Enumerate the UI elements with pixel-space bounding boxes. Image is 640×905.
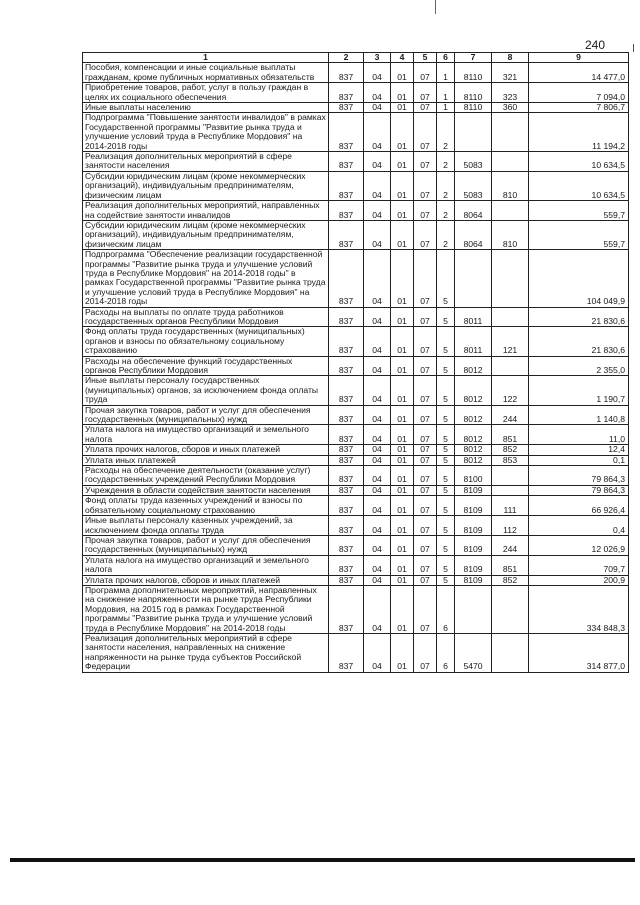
cell-amount: 0,4: [529, 516, 629, 536]
cell-subprogram: 5: [437, 356, 455, 376]
header-col-3: 3: [364, 53, 391, 63]
cell-name: Уплата иных платежей: [83, 455, 329, 465]
cell-amount: 12,4: [529, 445, 629, 455]
cell-subsection: 01: [391, 633, 414, 672]
cell-expense-type: 852: [492, 575, 529, 585]
cell-expense-type: [492, 633, 529, 672]
cell-expense-type: [492, 113, 529, 152]
cell-section: 04: [364, 83, 391, 103]
cell-program: 07: [414, 220, 437, 249]
cell-admin-code: 837: [329, 466, 364, 486]
cell-target-item: 8012: [455, 376, 492, 405]
cell-subsection: 01: [391, 103, 414, 113]
cell-program: 07: [414, 327, 437, 356]
cell-subsection: 01: [391, 376, 414, 405]
table-header-row: [83, 53, 629, 63]
cell-target-item: 8109: [455, 575, 492, 585]
cell-amount: 11,0: [529, 425, 629, 445]
cell-section: 04: [364, 152, 391, 172]
table-row: [83, 555, 629, 575]
cell-program: 07: [414, 466, 437, 486]
cell-subprogram: 5: [437, 405, 455, 425]
cell-program: 07: [414, 585, 437, 633]
budget-table: [82, 52, 629, 673]
cell-admin-code: 837: [329, 327, 364, 356]
cell-name: Расходы на обеспечение деятельности (оказание услуг) государственных учреждений Республики Мордовия: [83, 466, 329, 486]
cell-target-item: [455, 250, 492, 307]
cell-name: Иные выплаты персоналу государственных (муниципальных) органов, за исключением фонда оплаты труда: [83, 376, 329, 405]
cell-section: 04: [364, 466, 391, 486]
cell-subprogram: 2: [437, 152, 455, 172]
cell-section: 04: [364, 171, 391, 200]
cell-amount: 0,1: [529, 455, 629, 465]
budget-table-body: [83, 53, 629, 673]
cell-program: 07: [414, 425, 437, 445]
cell-target-item: 5083: [455, 171, 492, 200]
cell-section: 04: [364, 485, 391, 495]
cell-program: 07: [414, 535, 437, 555]
cell-program: 07: [414, 356, 437, 376]
cell-name: Уплата налога на имущество организаций и земельного налога: [83, 555, 329, 575]
cell-target-item: 8012: [455, 455, 492, 465]
cell-admin-code: 837: [329, 485, 364, 495]
cell-admin-code: 837: [329, 83, 364, 103]
cell-subsection: 01: [391, 585, 414, 633]
cell-subprogram: 5: [437, 496, 455, 516]
cell-subsection: 01: [391, 425, 414, 445]
cell-expense-type: 810: [492, 171, 529, 200]
cell-admin-code: 837: [329, 555, 364, 575]
header-col-2: 2: [329, 53, 364, 63]
cell-subprogram: 5: [437, 575, 455, 585]
cell-amount: 200,9: [529, 575, 629, 585]
cell-name: Иные выплаты населению: [83, 103, 329, 113]
header-col-8: 8: [492, 53, 529, 63]
cell-expense-type: 852: [492, 445, 529, 455]
cell-subsection: 01: [391, 250, 414, 307]
cell-program: 07: [414, 575, 437, 585]
cell-expense-type: 321: [492, 63, 529, 83]
scan-edge-tick: [633, 44, 634, 52]
cell-admin-code: 837: [329, 152, 364, 172]
cell-target-item: 8012: [455, 425, 492, 445]
cell-admin-code: 837: [329, 376, 364, 405]
cell-program: 07: [414, 445, 437, 455]
cell-admin-code: 837: [329, 633, 364, 672]
cell-subsection: 01: [391, 327, 414, 356]
cell-admin-code: 837: [329, 585, 364, 633]
scan-edge-mark: [435, 0, 436, 14]
cell-program: 07: [414, 113, 437, 152]
cell-amount: 709,7: [529, 555, 629, 575]
cell-name: Приобретение товаров, работ, услуг в пользу граждан в целях их социального обеспечения: [83, 83, 329, 103]
cell-name: Расходы на обеспечение функций государственных органов Республики Мордовия: [83, 356, 329, 376]
cell-target-item: 8100: [455, 466, 492, 486]
cell-admin-code: 837: [329, 575, 364, 585]
header-col-5: 5: [414, 53, 437, 63]
cell-subprogram: 2: [437, 201, 455, 221]
cell-expense-type: [492, 307, 529, 327]
cell-amount: 1 190,7: [529, 376, 629, 405]
table-row: [83, 250, 629, 307]
cell-expense-type: 112: [492, 516, 529, 536]
cell-name: Уплата прочих налогов, сборов и иных платежей: [83, 445, 329, 455]
cell-expense-type: 122: [492, 376, 529, 405]
cell-target-item: 8109: [455, 516, 492, 536]
cell-target-item: 8012: [455, 445, 492, 455]
cell-section: 04: [364, 575, 391, 585]
cell-expense-type: 360: [492, 103, 529, 113]
page-number: 240: [585, 38, 606, 52]
cell-target-item: 8011: [455, 327, 492, 356]
cell-program: 07: [414, 152, 437, 172]
table-row: [83, 405, 629, 425]
cell-subprogram: 5: [437, 425, 455, 445]
cell-section: 04: [364, 555, 391, 575]
cell-name: Реализация дополнительных мероприятий в сфере занятости населения: [83, 152, 329, 172]
cell-admin-code: 837: [329, 171, 364, 200]
cell-subprogram: 5: [437, 445, 455, 455]
cell-section: 04: [364, 585, 391, 633]
cell-amount: 12 026,9: [529, 535, 629, 555]
cell-amount: 79 864,3: [529, 466, 629, 486]
cell-subprogram: 1: [437, 83, 455, 103]
cell-target-item: 8109: [455, 555, 492, 575]
cell-amount: 14 477,0: [529, 63, 629, 83]
cell-subsection: 01: [391, 83, 414, 103]
cell-admin-code: 837: [329, 220, 364, 249]
table-row: [83, 376, 629, 405]
cell-amount: 104 049,9: [529, 250, 629, 307]
table-row: [83, 356, 629, 376]
cell-section: 04: [364, 516, 391, 536]
cell-program: 07: [414, 496, 437, 516]
cell-target-item: [455, 585, 492, 633]
cell-name: Подпрограмма "Обеспечение реализации государственной программы "Развитие рынка труда и улучшение условий труда в Республике Мордовия" на 2014-2018 годы" в рамках Государственной программы "Развитие рынка труда и улучшение условий труда в Республике Мордовия" на 2014-2018 годы: [83, 250, 329, 307]
cell-subsection: 01: [391, 575, 414, 585]
cell-program: 07: [414, 633, 437, 672]
cell-amount: 10 634,5: [529, 152, 629, 172]
cell-subsection: 01: [391, 445, 414, 455]
cell-expense-type: 244: [492, 535, 529, 555]
cell-target-item: 8110: [455, 63, 492, 83]
cell-admin-code: 837: [329, 63, 364, 83]
cell-subprogram: 5: [437, 376, 455, 405]
cell-name: Прочая закупка товаров, работ и услуг для обеспечения государственных (муниципальных) нужд: [83, 535, 329, 555]
cell-expense-type: [492, 485, 529, 495]
cell-name: Программа дополнительных мероприятий, направленных на снижение напряженности на рынке труда Республики Мордовия, на 2015 год в рамках Государственной программы "Развитие рынка труда и улучшение условий труда в Республике Мордовия" на 2014-2018 годы: [83, 585, 329, 633]
cell-target-item: 8110: [455, 83, 492, 103]
cell-target-item: [455, 113, 492, 152]
cell-expense-type: 810: [492, 220, 529, 249]
cell-subprogram: 5: [437, 485, 455, 495]
cell-amount: 79 864,3: [529, 485, 629, 495]
cell-subprogram: 2: [437, 220, 455, 249]
cell-section: 04: [364, 220, 391, 249]
cell-name: Реализация дополнительных мероприятий в сфере занятости населения, направленных на снижение напряженности на рынке труда субъектов Российской Федерации: [83, 633, 329, 672]
cell-target-item: 5470: [455, 633, 492, 672]
cell-amount: 21 830,6: [529, 307, 629, 327]
cell-name: Пособия, компенсации и иные социальные выплаты гражданам, кроме публичных нормативных обязательств: [83, 63, 329, 83]
cell-program: 07: [414, 250, 437, 307]
table-row: [83, 83, 629, 103]
cell-amount: 10 634,5: [529, 171, 629, 200]
cell-expense-type: 323: [492, 83, 529, 103]
cell-section: 04: [364, 445, 391, 455]
cell-amount: 1 140,8: [529, 405, 629, 425]
cell-expense-type: 853: [492, 455, 529, 465]
cell-subprogram: 5: [437, 455, 455, 465]
cell-subsection: 01: [391, 405, 414, 425]
cell-name: Реализация дополнительных мероприятий, направленных на содействие занятости инвалидов: [83, 201, 329, 221]
cell-subsection: 01: [391, 201, 414, 221]
cell-name: Уплата прочих налогов, сборов и иных платежей: [83, 575, 329, 585]
cell-target-item: 8064: [455, 220, 492, 249]
table-row: [83, 152, 629, 172]
cell-subprogram: 6: [437, 585, 455, 633]
cell-expense-type: [492, 201, 529, 221]
header-col-9: 9: [529, 53, 629, 63]
cell-admin-code: 837: [329, 455, 364, 465]
cell-amount: 21 830,6: [529, 327, 629, 356]
cell-admin-code: 837: [329, 516, 364, 536]
cell-program: 07: [414, 83, 437, 103]
cell-name: Субсидии юридическим лицам (кроме некоммерческих организаций), индивидуальным предпринимателям, физическим лицам: [83, 220, 329, 249]
table-row: [83, 327, 629, 356]
cell-amount: 559,7: [529, 220, 629, 249]
table-row: [83, 445, 629, 455]
cell-section: 04: [364, 455, 391, 465]
cell-target-item: 8012: [455, 356, 492, 376]
cell-subsection: 01: [391, 555, 414, 575]
cell-name: Расходы на выплаты по оплате труда работников государственных органов Республики Мордовия: [83, 307, 329, 327]
table-row: [83, 63, 629, 83]
cell-subsection: 01: [391, 455, 414, 465]
cell-subprogram: 5: [437, 555, 455, 575]
cell-subprogram: 5: [437, 250, 455, 307]
cell-admin-code: 837: [329, 425, 364, 445]
table-row: [83, 485, 629, 495]
cell-section: 04: [364, 376, 391, 405]
cell-program: 07: [414, 516, 437, 536]
cell-amount: 314 877,0: [529, 633, 629, 672]
cell-admin-code: 837: [329, 405, 364, 425]
cell-name: Фонд оплаты труда казенных учреждений и взносы по обязательному социальному страхованию: [83, 496, 329, 516]
table-row: [83, 575, 629, 585]
cell-section: 04: [364, 103, 391, 113]
cell-admin-code: 837: [329, 535, 364, 555]
cell-section: 04: [364, 405, 391, 425]
cell-target-item: 8109: [455, 535, 492, 555]
table-row: [83, 516, 629, 536]
cell-target-item: 8012: [455, 405, 492, 425]
table-row: [83, 455, 629, 465]
cell-expense-type: 851: [492, 555, 529, 575]
cell-expense-type: 244: [492, 405, 529, 425]
cell-subsection: 01: [391, 466, 414, 486]
table-row: [83, 496, 629, 516]
cell-subprogram: 5: [437, 466, 455, 486]
table-row: [83, 585, 629, 633]
cell-subsection: 01: [391, 152, 414, 172]
cell-expense-type: 111: [492, 496, 529, 516]
cell-program: 07: [414, 63, 437, 83]
cell-subsection: 01: [391, 220, 414, 249]
cell-admin-code: 837: [329, 356, 364, 376]
cell-subprogram: 2: [437, 113, 455, 152]
cell-program: 07: [414, 171, 437, 200]
cell-section: 04: [364, 633, 391, 672]
cell-target-item: 8110: [455, 103, 492, 113]
cell-amount: 66 926,4: [529, 496, 629, 516]
cell-name: Иные выплаты персоналу казенных учреждений, за исключением фонда оплаты труда: [83, 516, 329, 536]
cell-subprogram: 1: [437, 63, 455, 83]
cell-program: 07: [414, 405, 437, 425]
cell-section: 04: [364, 250, 391, 307]
cell-target-item: 8064: [455, 201, 492, 221]
cell-subsection: 01: [391, 307, 414, 327]
cell-expense-type: [492, 250, 529, 307]
cell-name: Фонд оплаты труда государственных (муниципальных) органов и взносы по обязательному социальному страхованию: [83, 327, 329, 356]
cell-name: Учреждения в области содействия занятости населения: [83, 485, 329, 495]
cell-target-item: 5083: [455, 152, 492, 172]
scan-bottom-bar: [10, 858, 635, 862]
cell-amount: 11 194,2: [529, 113, 629, 152]
cell-subprogram: 1: [437, 103, 455, 113]
cell-target-item: 8011: [455, 307, 492, 327]
cell-subprogram: 5: [437, 516, 455, 536]
cell-program: 07: [414, 307, 437, 327]
cell-name: Прочая закупка товаров, работ и услуг для обеспечения государственных (муниципальных) нужд: [83, 405, 329, 425]
header-col-4: 4: [391, 53, 414, 63]
cell-name: Субсидии юридическим лицам (кроме некоммерческих организаций), индивидуальным предпринимателям, физическим лицам: [83, 171, 329, 200]
table-row: [83, 201, 629, 221]
cell-section: 04: [364, 201, 391, 221]
cell-section: 04: [364, 425, 391, 445]
table-row: [83, 633, 629, 672]
cell-subprogram: 5: [437, 307, 455, 327]
cell-admin-code: 837: [329, 496, 364, 516]
cell-subsection: 01: [391, 485, 414, 495]
cell-target-item: 8109: [455, 485, 492, 495]
cell-section: 04: [364, 356, 391, 376]
table-row: [83, 113, 629, 152]
cell-admin-code: 837: [329, 307, 364, 327]
cell-admin-code: 837: [329, 201, 364, 221]
table-row: [83, 425, 629, 445]
cell-expense-type: 121: [492, 327, 529, 356]
cell-subprogram: 6: [437, 633, 455, 672]
cell-expense-type: 851: [492, 425, 529, 445]
table-row: [83, 171, 629, 200]
cell-program: 07: [414, 455, 437, 465]
table-row: [83, 220, 629, 249]
cell-admin-code: 837: [329, 103, 364, 113]
cell-subsection: 01: [391, 356, 414, 376]
cell-expense-type: [492, 466, 529, 486]
header-col-1: 1: [83, 53, 329, 63]
cell-name: Подпрограмма "Повышение занятости инвалидов" в рамках Государственной программы "Развитие рынка труда и улучшение условий труда в Республике Мордовия" на 2014-2018 годы: [83, 113, 329, 152]
cell-program: 07: [414, 555, 437, 575]
table-row: [83, 466, 629, 486]
cell-amount: 2 355,0: [529, 356, 629, 376]
cell-section: 04: [364, 327, 391, 356]
cell-section: 04: [364, 496, 391, 516]
cell-subsection: 01: [391, 171, 414, 200]
cell-admin-code: 837: [329, 250, 364, 307]
table-row: [83, 103, 629, 113]
cell-amount: 334 848,3: [529, 585, 629, 633]
cell-program: 07: [414, 103, 437, 113]
cell-subsection: 01: [391, 516, 414, 536]
cell-section: 04: [364, 113, 391, 152]
cell-subprogram: 5: [437, 535, 455, 555]
cell-section: 04: [364, 63, 391, 83]
cell-program: 07: [414, 376, 437, 405]
cell-amount: 7 094,0: [529, 83, 629, 103]
cell-subsection: 01: [391, 113, 414, 152]
cell-subsection: 01: [391, 63, 414, 83]
cell-target-item: 8109: [455, 496, 492, 516]
cell-name: Уплата налога на имущество организаций и земельного налога: [83, 425, 329, 445]
cell-expense-type: [492, 152, 529, 172]
cell-section: 04: [364, 535, 391, 555]
cell-expense-type: [492, 356, 529, 376]
cell-program: 07: [414, 485, 437, 495]
cell-subprogram: 5: [437, 327, 455, 356]
table-row: [83, 307, 629, 327]
cell-amount: 7 806,7: [529, 103, 629, 113]
header-col-7: 7: [455, 53, 492, 63]
cell-subsection: 01: [391, 535, 414, 555]
cell-expense-type: [492, 585, 529, 633]
cell-section: 04: [364, 307, 391, 327]
cell-amount: 559,7: [529, 201, 629, 221]
cell-admin-code: 837: [329, 445, 364, 455]
table-row: [83, 535, 629, 555]
header-col-6: 6: [437, 53, 455, 63]
cell-subprogram: 2: [437, 171, 455, 200]
cell-program: 07: [414, 201, 437, 221]
cell-admin-code: 837: [329, 113, 364, 152]
cell-subsection: 01: [391, 496, 414, 516]
